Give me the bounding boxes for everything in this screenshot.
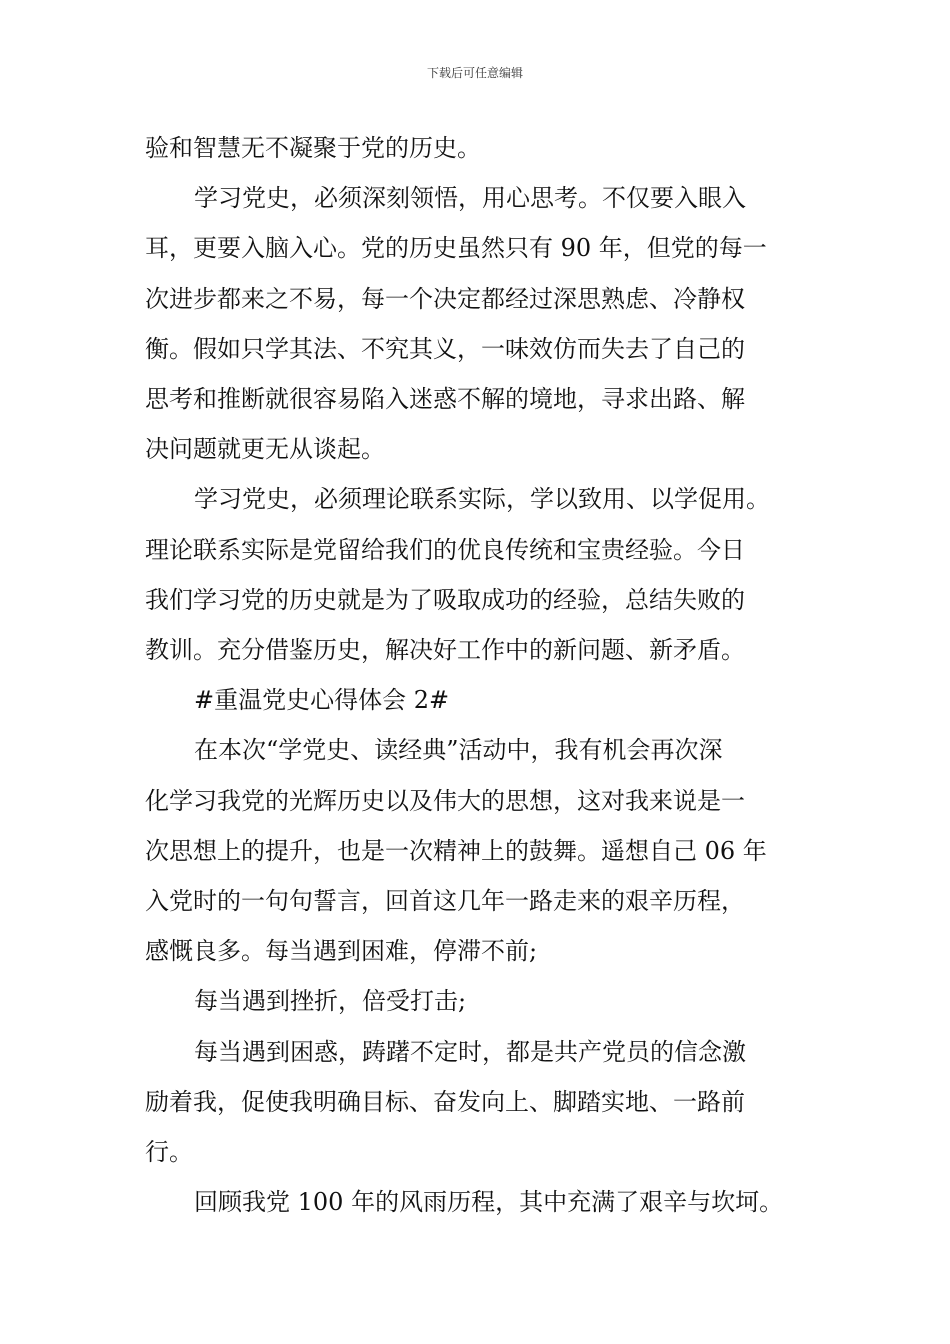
text-line: 次进步都来之不易，每一个决定都经过深思熟虑、冷静权 xyxy=(145,285,745,313)
page-header: 下载后可任意编辑 xyxy=(426,66,523,80)
section-heading: #重温党史心得体会 2# xyxy=(194,686,450,714)
text-line: 次思想上的提升，也是一次精神上的鼓舞。遥想自己 06 年 xyxy=(145,837,767,865)
text-line: 验和智慧无不凝聚于党的历史。 xyxy=(145,134,481,162)
text-line: 每当遇到挫折，倍受打击; xyxy=(194,987,467,1015)
text-line: 励着我，促使我明确目标、奋发向上、脚踏实地、一路前 xyxy=(145,1088,745,1116)
text-line: 每当遇到困惑，踌躇不定时，都是共产党员的信念激 xyxy=(194,1038,746,1066)
text-line: 教训。充分借鉴历史，解决好工作中的新问题、新矛盾。 xyxy=(145,636,745,664)
text-line: 理论联系实际是党留给我们的优良传统和宝贵经验。今日 xyxy=(145,536,745,564)
text-line: 回顾我党 100 年的风雨历程，其中充满了艰辛与坎坷。 xyxy=(194,1188,784,1216)
text-line: 行。 xyxy=(145,1138,193,1166)
text-line: 耳，更要入脑入心。党的历史虽然只有 90 年，但党的每一 xyxy=(145,234,767,262)
text-line: 感慨良多。每当遇到困难，停滞不前; xyxy=(145,937,538,965)
text-line: 学习党史，必须理论联系实际，学以致用、以学促用。 xyxy=(194,485,770,513)
text-line: 衡。假如只学其法、不究其义，一味效仿而失去了自己的 xyxy=(145,335,745,363)
text-line: 入党时的一句句誓言，回首这几年一路走来的艰辛历程， xyxy=(145,887,745,915)
text-line: 化学习我党的光辉历史以及伟大的思想，这对我来说是一 xyxy=(145,787,745,815)
text-line: 思考和推断就很容易陷入迷惑不解的境地，寻求出路、解 xyxy=(145,385,745,413)
text-line: 学习党史，必须深刻领悟，用心思考。不仅要入眼入 xyxy=(194,184,746,212)
text-line: 决问题就更无从谈起。 xyxy=(145,435,385,463)
text-line: 我们学习党的历史就是为了吸取成功的经验，总结失败的 xyxy=(145,586,745,614)
text-line: 在本次“学党史、读经典”活动中，我有机会再次深 xyxy=(194,736,723,764)
